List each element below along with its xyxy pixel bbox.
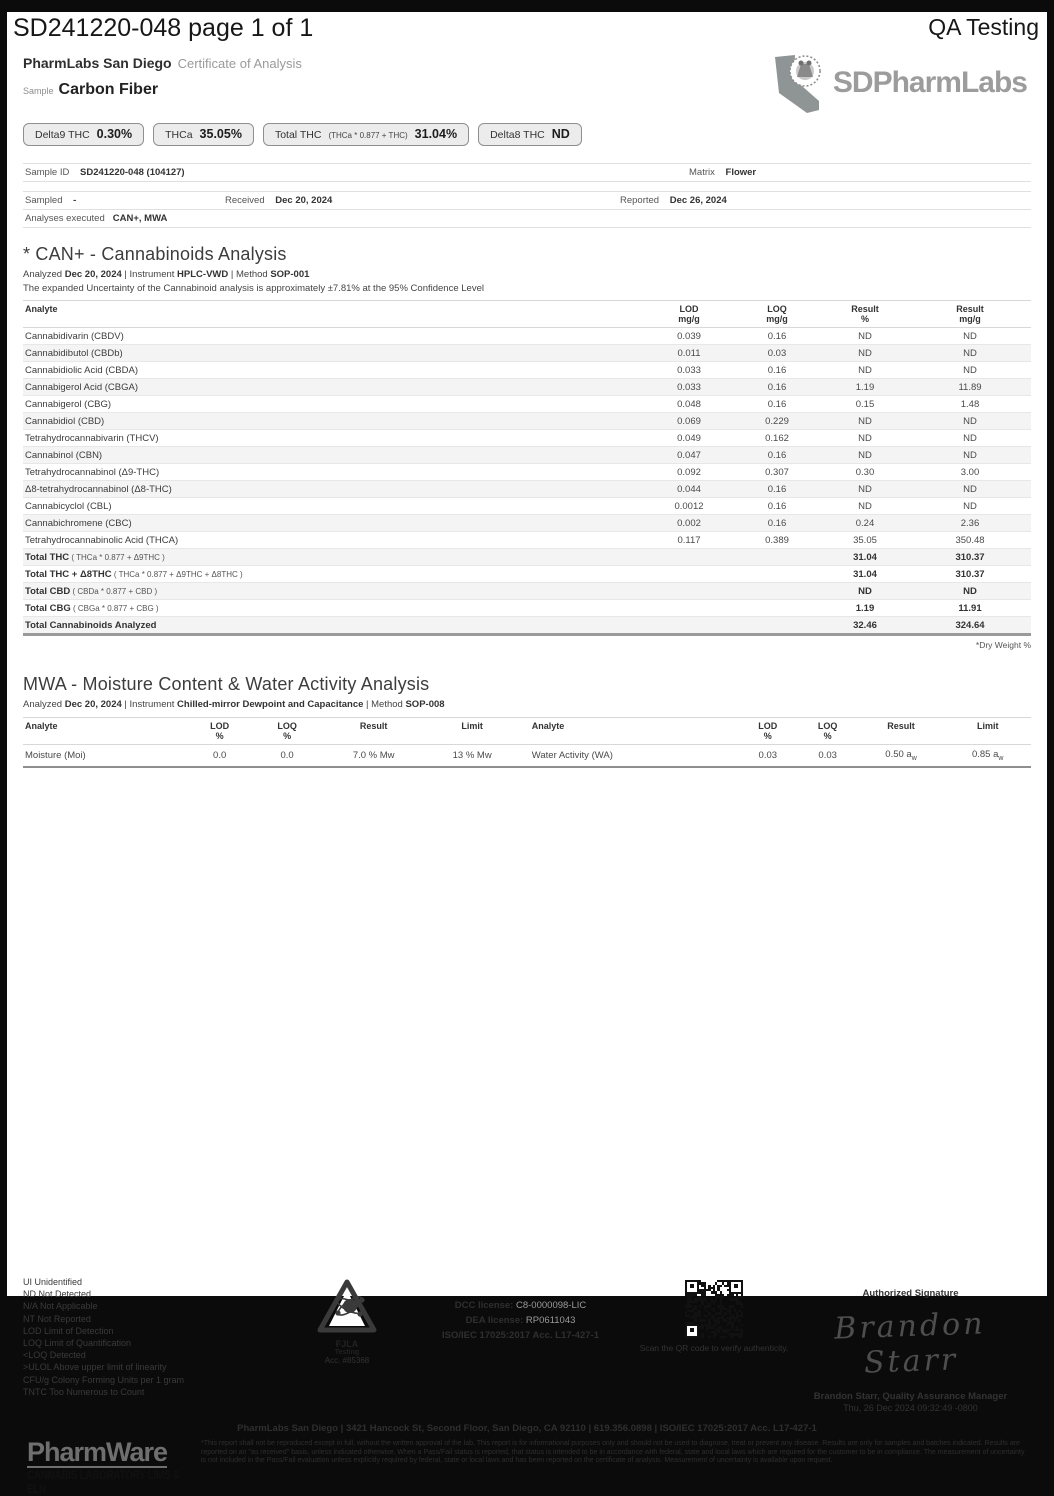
lod-value: 0.011 [645,345,733,362]
result-percent: 31.04 [821,549,909,566]
result-mgg: ND [909,583,1031,600]
fjla-name: FJLA [335,1338,359,1349]
result-mgg: ND [909,345,1031,362]
total-row [23,617,1031,635]
analyte-name: Tetrahydrocannabinolic Acid (THCA) [23,532,645,549]
lod-value [645,549,733,566]
loq-value: 0.162 [733,430,821,447]
result-percent: ND [821,362,909,379]
thc-summary-pill [23,123,144,146]
california-map-icon [769,51,831,115]
analyte-row [23,515,1031,532]
moisture-limit: 13 % Mw [427,745,518,767]
lod-value: 0.047 [645,447,733,464]
pharmware-logo-text: PharmWare [27,1436,168,1467]
matrix-label: Matrix [689,167,715,178]
analyte-name: Total Cannabinoids Analyzed [23,617,645,635]
reported-value: Dec 26, 2024 [669,195,727,206]
doc-type-label: Certificate of Analysis [177,56,302,71]
report-disclaimer: *This report shall not be reproduced except in full, without the written approval of the lab. This report is for informational purposes only and should not be used to diagnose, treat or prevent any disease. Results are only for samples and batches indicated. Results are reported on an "as received" basis, unless indicated otherwise. When a Pass/Fail status is reported, that status is intended to be in accordance with federal, state and local laws which are required for the customer to be in compliance. The measurement of uncertainty is not included in the Pass/Fail evaluation unless explicitly required by federal, state or local laws and has been reported on the certificate of analysis. Measurement of uncertainty is available upon request. [201,1439,1025,1465]
analyte-name: Cannabigerol Acid (CBGA) [23,379,645,396]
result-percent: 0.30 [821,464,909,481]
lod-value: 0.048 [645,396,733,413]
thc-summary-pill [153,123,254,146]
lod-value: 0.044 [645,481,733,498]
column-header: Analyte [23,301,645,328]
loq-value: 0.16 [733,362,821,379]
result-percent: ND [821,430,909,447]
loq-value [733,583,821,600]
analyte-row [23,413,1031,430]
result-mgg: 310.37 [909,566,1031,583]
legend-line: CFU/g Colony Forming Units per 1 gram [23,1374,185,1385]
result-percent: 0.15 [821,396,909,413]
cannabinoids-section [23,244,1031,650]
loq-value [733,600,821,617]
pill-label: Delta8 THC [490,129,545,141]
page-title: SD241220-048 page 1 of 1 [13,14,314,42]
loq-value [733,566,821,583]
analyte-name: Cannabinol (CBN) [23,447,645,464]
analyte-name: Cannabidivarin (CBDV) [23,328,645,345]
analyses-row [23,210,1031,228]
loq-value [733,617,821,635]
water-activity-loq: 0.03 [798,745,858,767]
result-percent: ND [821,498,909,515]
legend-line: NT Not Reported [23,1313,91,1324]
footer [23,1276,1031,1413]
pill-label: Delta9 THC [35,129,90,141]
pill-value: 0.30% [96,127,133,141]
abbreviation-legend [23,1276,291,1398]
analyte-row [23,481,1031,498]
loq-value: 0.16 [733,379,821,396]
sampled-label: Sampled [25,195,63,206]
lab-address-line: PharmLabs San Diego | 3421 Hancock St, Second Floor, San Diego, CA 92110 | 619.356.0898 | ISO/IEC 17025:2017 Acc. L17-427-1 [237,1422,817,1434]
lod-value: 0.039 [645,328,733,345]
legend-line: UI Unidentified [23,1276,83,1287]
analyte-row [23,447,1031,464]
qr-block [638,1280,790,1353]
mwa-col-lod: LOD [210,721,230,731]
lod-value [645,566,733,583]
thc-summary-pills [23,123,1031,146]
cannabinoids-table [23,300,1031,636]
result-percent: 0.24 [821,515,909,532]
analyte-row [23,396,1031,413]
sample-info [23,163,1031,228]
mwa-col-lod-2: LOD [758,721,778,731]
sdpharmlabs-logo-text: SDPharmLabs [832,66,1027,99]
result-percent: 1.19 [821,600,909,617]
loq-value: 0.16 [733,328,821,345]
moisture-lod: 0.0 [186,745,253,767]
sample-label: Sample [23,86,54,96]
result-mgg: 11.91 [909,600,1031,617]
signature-script: Brandon Starr [833,1306,987,1381]
sample-name: Carbon Fiber [58,81,159,98]
result-percent: ND [821,413,909,430]
analyte-name: Cannabidiolic Acid (CBDA) [23,362,645,379]
cannabinoids-title: * CAN+ - Cannabinoids Analysis [23,244,287,264]
received-value: Dec 20, 2024 [275,195,333,206]
sample-id-label: Sample ID [25,167,70,178]
analyte-name: Δ8-tetrahydrocannabinol (Δ8-THC) [23,481,645,498]
license-block [403,1298,638,1343]
analyte-name: Total THC + Δ8THC ( THCa * 0.877 + Δ9THC + Δ8THC ) [23,566,645,583]
lod-value: 0.049 [645,430,733,447]
result-percent: 32.46 [821,617,909,635]
mwa-col-limit: Limit [461,721,483,731]
mwa-col-limit-2: Limit [976,721,999,731]
analyte-row [23,532,1031,549]
qr-caption: Scan the QR code to verify authenticity. [639,1342,789,1353]
result-mgg: 324.64 [909,617,1031,635]
result-mgg: ND [909,481,1031,498]
legend-line: TNTC Too Numerous to Count [23,1386,145,1397]
mwa-title: MWA - Moisture Content & Water Activity Analysis [23,674,430,694]
analyte-row [23,362,1031,379]
analyte-name: Total THC ( THCa * 0.877 + Δ9THC ) [23,549,645,566]
result-percent: ND [821,447,909,464]
received-label: Received [225,195,265,206]
qr-code [685,1280,743,1338]
result-percent: ND [821,481,909,498]
cannabinoids-table-head [23,301,1031,328]
loq-value: 0.16 [733,447,821,464]
mwa-col-result: Result [359,721,388,731]
analyte-row [23,498,1031,515]
column-header: LOD mg/g [645,301,733,328]
column-header: Result % [821,301,909,328]
result-percent: 1.19 [821,379,909,396]
moisture-analyte: Moisture (Moi) [23,745,186,767]
dates-row [23,191,1031,210]
mwa-table [23,717,1031,768]
result-percent: ND [821,345,909,362]
result-percent: 35.05 [821,532,909,549]
lod-value: 0.117 [645,532,733,549]
analyte-name: Tetrahydrocannabinol (Δ9-THC) [23,464,645,481]
pill-value: 31.04% [414,127,458,141]
loq-value: 0.16 [733,498,821,515]
mwa-section [23,674,1031,768]
total-row [23,583,1031,600]
report-page [7,12,1047,1496]
total-row [23,566,1031,583]
result-mgg: 310.37 [909,549,1031,566]
sample-row [23,81,302,99]
moisture-result: 7.0 % Mw [321,745,427,767]
analyte-name: Total CBG ( CBGa * 0.877 + CBG ) [23,600,645,617]
license-line: DEA license: RP0611043 [465,1314,576,1326]
lod-value [645,600,733,617]
result-mgg: 350.48 [909,532,1031,549]
result-mgg: 11.89 [909,379,1031,396]
signature-block [790,1288,1031,1413]
column-header: LOQ mg/g [733,301,821,328]
analyte-name: Cannabigerol (CBG) [23,396,645,413]
mwa-col-result-2: Result [887,721,915,731]
fjla-logo-icon [318,1280,376,1332]
result-mgg: ND [909,430,1031,447]
lod-value: 0.033 [645,362,733,379]
pharmware-tagline: CANNABIS LABORATORY LIMS & ELN [27,1468,180,1496]
mwa-col-analyte-2: Analyte [531,721,565,731]
fjla-accreditation [291,1280,403,1365]
result-mgg: ND [909,362,1031,379]
lod-value: 0.002 [645,515,733,532]
mwa-col-loq-2: LOQ [817,721,838,731]
analyte-row [23,430,1031,447]
analyte-name: Total CBD ( CBDa * 0.877 + CBD ) [23,583,645,600]
result-mgg: 1.48 [909,396,1031,413]
mwa-col-analyte: Analyte [25,721,58,731]
uncertainty-note: The expanded Uncertainty of the Cannabinoid analysis is approximately ±7.81% at the 95% Confidence Level [23,283,484,294]
total-row [23,549,1031,566]
lod-value: 0.092 [645,464,733,481]
mwa-data-row [23,745,1031,767]
water-activity-lod: 0.03 [738,745,798,767]
pill-value: 35.05% [199,127,242,141]
footer-bottom [23,1436,1031,1496]
result-mgg: 2.36 [909,515,1031,532]
analyses-value: CAN+, MWA [112,213,168,224]
lab-name: PharmLabs San Diego [23,55,172,71]
loq-value: 0.16 [733,396,821,413]
loq-value [733,549,821,566]
lod-value [645,617,733,635]
result-mgg: ND [909,413,1031,430]
legend-line: <LOQ Detected [23,1350,86,1361]
lod-value: 0.069 [645,413,733,430]
thc-summary-pill [263,123,469,146]
result-percent: ND [821,328,909,345]
pill-label: Total THC [274,129,322,141]
analyte-row [23,328,1031,345]
loq-value: 0.307 [733,464,821,481]
license-line: ISO/IEC 17025:2017 Acc. L17-427-1 [441,1329,600,1341]
fjla-sub: Testing [334,1348,360,1356]
analyte-row [23,464,1031,481]
sdpharmlabs-logo [769,51,1027,115]
result-mgg: 3.00 [909,464,1031,481]
authorized-signature-heading: Authorized Signature [862,1287,959,1299]
result-percent: ND [821,583,909,600]
lod-value: 0.0012 [645,498,733,515]
result-mgg: ND [909,328,1031,345]
license-line: DCC license: C8-0000098-LIC [454,1299,587,1311]
cannabinoids-table-body [23,328,1031,635]
cannabinoids-meta: Analyzed Dec 20, 2024 | Instrument HPLC-VWD | Method SOP-001 [23,269,310,280]
mwa-col-loq: LOQ [277,721,297,731]
analyte-name: Cannabichromene (CBC) [23,515,645,532]
mwa-meta: Analyzed Dec 20, 2024 | Instrument Chilled-mirror Dewpoint and Capacitance | Method SOP-008 [23,699,445,710]
analyte-name: Cannabidiol (CBD) [23,413,645,430]
thc-summary-pill [478,123,582,146]
sample-id-value: SD241220-048 (104127) [80,167,185,178]
pill-value: ND [551,127,570,141]
result-mgg: ND [909,498,1031,515]
loq-value: 0.229 [733,413,821,430]
analyte-row [23,345,1031,362]
sample-id-row [23,163,1031,182]
title-bar [7,12,1047,43]
water-activity-limit: 0.85 $a_w$ [944,745,1031,767]
signer-name-title: Brandon Starr, Quality Assurance Manager [813,1390,1008,1402]
legend-line: >ULOL Above upper limit of linearity [23,1362,167,1373]
fjla-accreditation-number: Acc. #85368 [324,1355,370,1365]
legend-line: LOQ Limit of Quantification [23,1337,132,1348]
loq-value: 0.16 [733,515,821,532]
legend-line: LOD Limit of Detection [23,1325,114,1336]
result-mgg: ND [909,447,1031,464]
moisture-loq: 0.0 [253,745,320,767]
analyte-row [23,379,1031,396]
signature-timestamp: Thu, 26 Dec 2024 09:32:49 -0800 [843,1402,978,1413]
loq-value: 0.389 [733,532,821,549]
result-percent: 31.04 [821,566,909,583]
loq-value: 0.03 [733,345,821,362]
analyses-label: Analyses executed [25,213,105,224]
pill-formula: (THCa * 0.877 + THC) [328,131,408,140]
pharmware-logo [27,1436,187,1496]
analyte-name: Cannabidibutol (CBDb) [23,345,645,362]
reported-label: Reported [620,195,660,206]
pill-label: THCa [165,129,193,141]
mwa-header-row: Analyte LOD % LOQ % Result Limit Analyte LOD % LOQ % Result Limit [23,718,1031,745]
water-activity-analyte: Water Activity (WA) [518,745,738,767]
water-activity-result: 0.50 $a_w$ [858,745,945,767]
lod-value [645,583,733,600]
dry-weight-footnote: *Dry Weight % [975,640,1031,650]
loq-value: 0.16 [733,481,821,498]
analyte-name: Tetrahydrocannabivarin (THCV) [23,430,645,447]
total-row [23,600,1031,617]
column-header: Result mg/g [909,301,1031,328]
brand-row [23,55,1031,115]
analyte-name: Cannabicyclol (CBL) [23,498,645,515]
legend-line: N/A Not Applicable [23,1301,98,1312]
qa-testing-label: QA Testing [928,14,1039,40]
sampled-value: - [73,195,77,206]
lod-value: 0.033 [645,379,733,396]
matrix-value: Flower [725,167,757,178]
legend-line: ND Not Detected [23,1289,92,1300]
